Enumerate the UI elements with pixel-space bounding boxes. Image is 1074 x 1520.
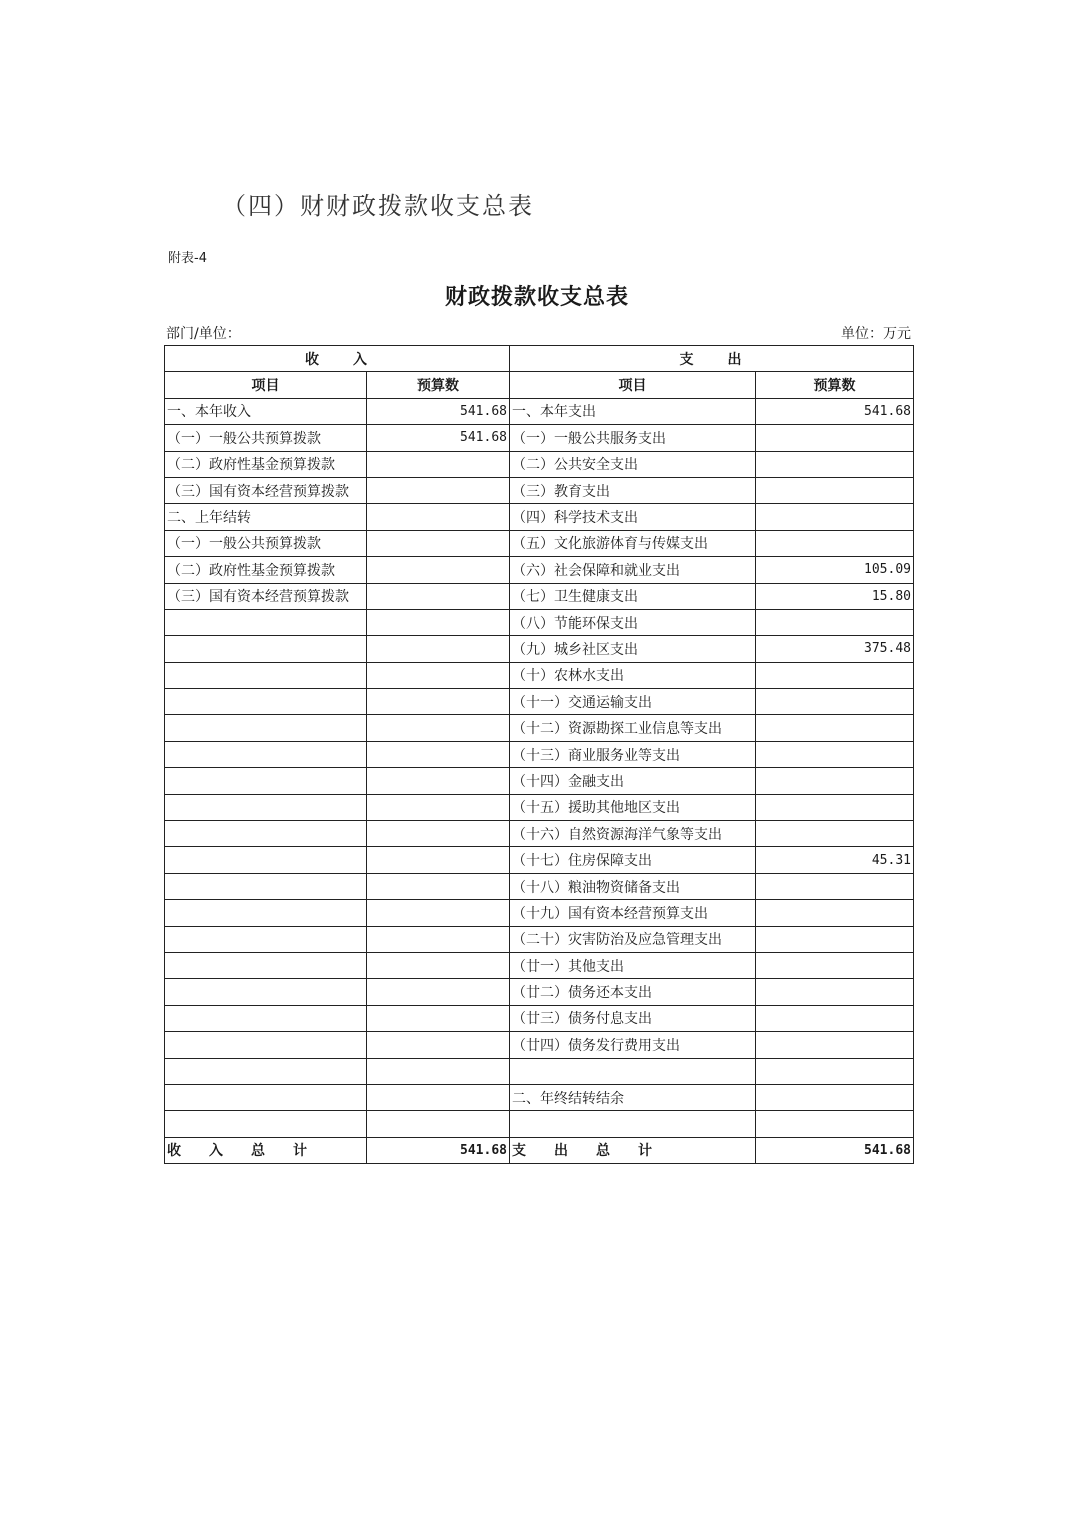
expense-value-cell: 105.09 — [756, 557, 914, 583]
table-row — [165, 557, 914, 583]
expense-item-cell: 二、年终结转结余 — [510, 1084, 756, 1110]
income-item-cell — [165, 794, 367, 820]
table-row — [165, 768, 914, 794]
income-item-cell — [165, 715, 367, 741]
expense-budget-header: 预算数 — [756, 372, 914, 398]
income-item-cell — [165, 821, 367, 847]
table-row — [165, 1084, 914, 1110]
income-value-cell — [367, 715, 510, 741]
column-header-row — [165, 372, 914, 398]
income-item-cell — [165, 847, 367, 873]
table-row — [165, 794, 914, 820]
table-row — [165, 847, 914, 873]
income-item-cell — [165, 1084, 367, 1110]
expense-item-cell: （七）卫生健康支出 — [510, 583, 756, 609]
expense-value-cell: 15.80 — [756, 583, 914, 609]
expense-item-cell: （廿一）其他支出 — [510, 952, 756, 978]
income-value-cell — [367, 926, 510, 952]
expense-item-cell: （四）科学技术支出 — [510, 504, 756, 530]
expense-item-cell: （廿四）债务发行费用支出 — [510, 1032, 756, 1058]
income-value-cell — [367, 557, 510, 583]
income-item-cell — [165, 979, 367, 1005]
income-item-cell: （一）一般公共预算拨款 — [165, 530, 367, 556]
income-value-cell — [367, 900, 510, 926]
income-item-cell — [165, 873, 367, 899]
expense-value-cell — [756, 768, 914, 794]
expense-item-cell — [510, 1058, 756, 1084]
income-value-cell — [367, 1058, 510, 1084]
table-row — [165, 662, 914, 688]
attachment-number: 附表-4 — [168, 251, 207, 266]
expense-value-cell — [756, 662, 914, 688]
expense-value-cell — [756, 873, 914, 899]
expense-value-cell — [756, 926, 914, 952]
income-item-cell — [165, 1058, 367, 1084]
expense-item-cell: （廿三）债务付息支出 — [510, 1005, 756, 1031]
income-value-cell — [367, 530, 510, 556]
expense-value-cell: 45.31 — [756, 847, 914, 873]
expense-value-cell — [756, 530, 914, 556]
income-item-cell — [165, 900, 367, 926]
income-value-cell — [367, 451, 510, 477]
table-row — [165, 900, 914, 926]
table-row — [165, 1058, 914, 1084]
table-row — [165, 952, 914, 978]
table-row — [165, 398, 914, 424]
expense-value-cell — [756, 741, 914, 767]
expense-value-cell — [756, 451, 914, 477]
budget-table — [164, 345, 914, 1164]
income-value-cell — [367, 979, 510, 1005]
expense-total-label: 支 出 总 计 — [510, 1137, 756, 1163]
table-row — [165, 1111, 914, 1137]
income-value-cell — [367, 583, 510, 609]
income-item-cell — [165, 926, 367, 952]
table-row — [165, 979, 914, 1005]
income-item-cell: （一）一般公共预算拨款 — [165, 425, 367, 451]
total-row — [165, 1137, 914, 1163]
expense-value-cell — [756, 1032, 914, 1058]
expense-item-cell: （十七）住房保障支出 — [510, 847, 756, 873]
income-value-cell — [367, 609, 510, 635]
income-item-cell: 一、本年收入 — [165, 398, 367, 424]
table-row — [165, 741, 914, 767]
table-row — [165, 425, 914, 451]
expense-item-cell: 一、本年支出 — [510, 398, 756, 424]
expense-item-cell: （十六）自然资源海洋气象等支出 — [510, 821, 756, 847]
unit-label: 单位：万元 — [841, 326, 911, 342]
expense-item-cell: （八）节能环保支出 — [510, 609, 756, 635]
section-heading: （四）财财政拨款收支总表 — [222, 192, 534, 220]
table-row — [165, 821, 914, 847]
income-value-cell — [367, 1111, 510, 1137]
income-section-header: 收 入 — [165, 346, 510, 372]
expense-value-cell — [756, 952, 914, 978]
expense-item-cell: （十三）商业服务业等支出 — [510, 741, 756, 767]
income-value-cell — [367, 504, 510, 530]
income-item-cell: （三）国有资本经营预算拨款 — [165, 477, 367, 503]
table-title: 财政拨款收支总表 — [444, 285, 629, 310]
income-item-cell: （三）国有资本经营预算拨款 — [165, 583, 367, 609]
income-item-cell — [165, 662, 367, 688]
income-value-cell — [367, 636, 510, 662]
income-value-cell — [367, 847, 510, 873]
expense-item-cell: （十）农林水支出 — [510, 662, 756, 688]
income-item-cell — [165, 741, 367, 767]
expense-item-cell: （十二）资源勘探工业信息等支出 — [510, 715, 756, 741]
expense-value-cell — [756, 979, 914, 1005]
expense-value-cell — [756, 1111, 914, 1137]
table-row — [165, 583, 914, 609]
income-item-cell: 二、上年结转 — [165, 504, 367, 530]
table-row — [165, 926, 914, 952]
income-item-header: 项目 — [165, 372, 367, 398]
income-total-label: 收 入 总 计 — [165, 1137, 367, 1163]
income-value-cell — [367, 768, 510, 794]
expense-item-cell: （三）教育支出 — [510, 477, 756, 503]
expense-value-cell — [756, 609, 914, 635]
expense-item-cell: （五）文化旅游体育与传媒支出 — [510, 530, 756, 556]
expense-value-cell — [756, 900, 914, 926]
income-total-value: 541.68 — [367, 1137, 510, 1163]
expense-value-cell — [756, 1084, 914, 1110]
income-item-cell — [165, 952, 367, 978]
income-value-cell — [367, 794, 510, 820]
expense-value-cell — [756, 689, 914, 715]
expense-item-cell: （十八）粮油物资储备支出 — [510, 873, 756, 899]
expense-value-cell — [756, 821, 914, 847]
income-value-cell — [367, 689, 510, 715]
expense-item-cell: （六）社会保障和就业支出 — [510, 557, 756, 583]
expense-value-cell — [756, 794, 914, 820]
income-item-cell — [165, 636, 367, 662]
expense-item-cell: （二十）灾害防治及应急管理支出 — [510, 926, 756, 952]
income-value-cell — [367, 821, 510, 847]
section-header-row — [165, 346, 914, 372]
expense-item-cell — [510, 1111, 756, 1137]
table-row — [165, 609, 914, 635]
income-value-cell — [367, 741, 510, 767]
income-item-cell — [165, 768, 367, 794]
expense-value-cell — [756, 425, 914, 451]
table-row — [165, 477, 914, 503]
expense-section-header: 支 出 — [510, 346, 914, 372]
income-value-cell — [367, 477, 510, 503]
income-item-cell: （二）政府性基金预算拨款 — [165, 451, 367, 477]
income-value-cell — [367, 1005, 510, 1031]
income-value-cell — [367, 1032, 510, 1058]
table-body — [165, 398, 914, 1137]
expense-item-cell: （十九）国有资本经营预算支出 — [510, 900, 756, 926]
expense-value-cell — [756, 1005, 914, 1031]
expense-total-value: 541.68 — [756, 1137, 914, 1163]
income-value-cell — [367, 662, 510, 688]
expense-value-cell: 541.68 — [756, 398, 914, 424]
expense-value-cell — [756, 504, 914, 530]
table-row — [165, 530, 914, 556]
table-row — [165, 873, 914, 899]
expense-value-cell — [756, 477, 914, 503]
expense-item-cell: （十四）金融支出 — [510, 768, 756, 794]
expense-item-header: 项目 — [510, 372, 756, 398]
income-budget-header: 预算数 — [367, 372, 510, 398]
expense-item-cell: （二）公共安全支出 — [510, 451, 756, 477]
expense-item-cell: （十五）援助其他地区支出 — [510, 794, 756, 820]
table-row — [165, 1032, 914, 1058]
expense-item-cell: （九）城乡社区支出 — [510, 636, 756, 662]
income-value-cell: 541.68 — [367, 425, 510, 451]
income-item-cell — [165, 609, 367, 635]
income-item-cell — [165, 1032, 367, 1058]
expense-item-cell: （一）一般公共服务支出 — [510, 425, 756, 451]
table-row — [165, 715, 914, 741]
department-label: 部门/单位： — [166, 326, 241, 342]
table-row — [165, 451, 914, 477]
expense-item-cell: （廿二）债务还本支出 — [510, 979, 756, 1005]
table-row — [165, 1005, 914, 1031]
expense-item-cell: （十一）交通运输支出 — [510, 689, 756, 715]
income-value-cell — [367, 952, 510, 978]
expense-value-cell: 375.48 — [756, 636, 914, 662]
table-row — [165, 689, 914, 715]
income-item-cell: （二）政府性基金预算拨款 — [165, 557, 367, 583]
expense-value-cell — [756, 715, 914, 741]
income-value-cell — [367, 1084, 510, 1110]
expense-value-cell — [756, 1058, 914, 1084]
income-item-cell — [165, 689, 367, 715]
table-row — [165, 636, 914, 662]
income-item-cell — [165, 1111, 367, 1137]
income-value-cell: 541.68 — [367, 398, 510, 424]
table-row — [165, 504, 914, 530]
income-value-cell — [367, 873, 510, 899]
income-item-cell — [165, 1005, 367, 1031]
